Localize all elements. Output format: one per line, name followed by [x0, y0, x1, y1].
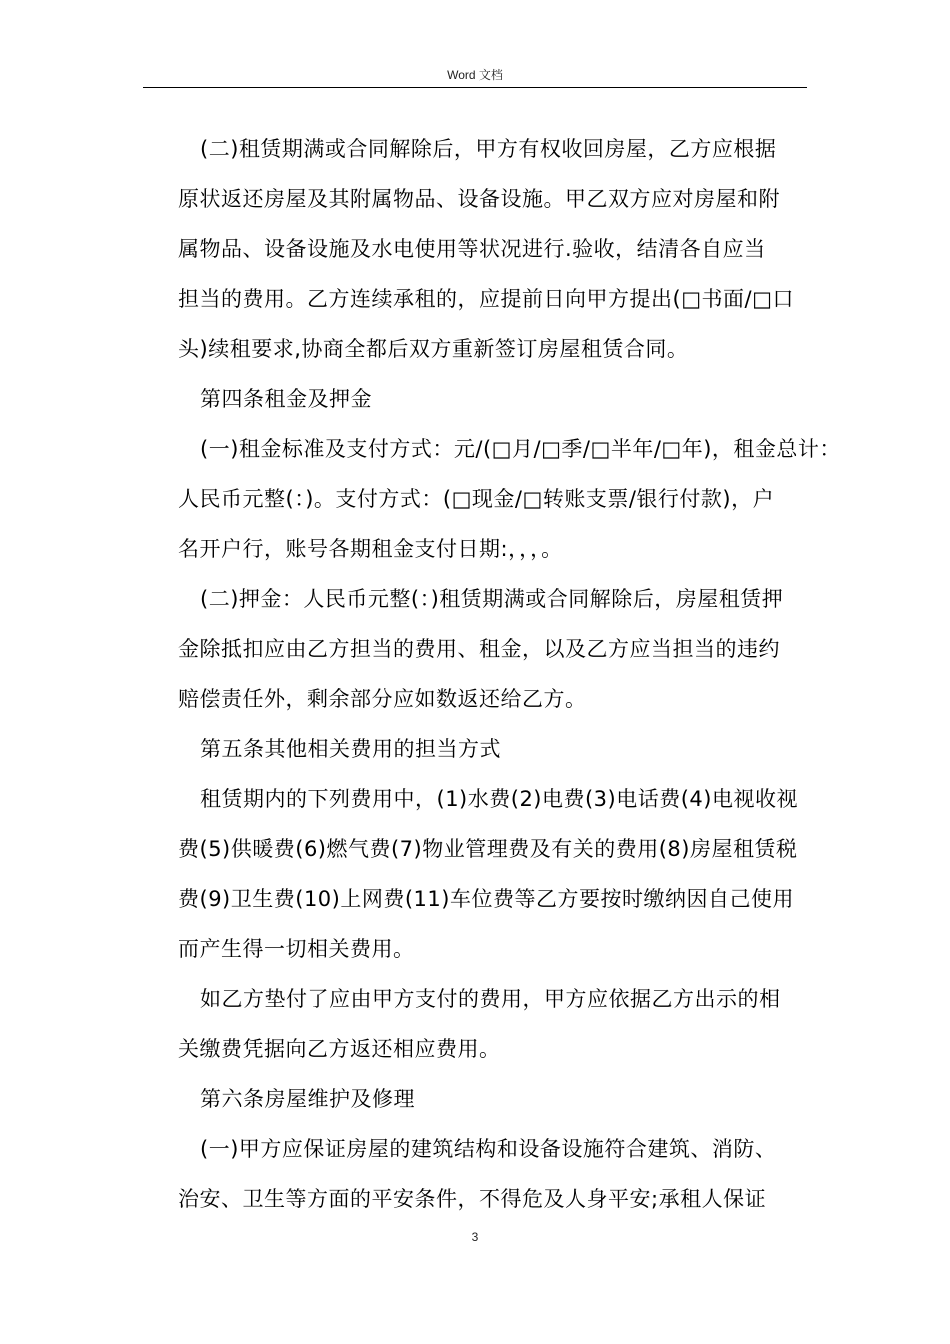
- body-line: 头)续租要求,协商全都后双方重新签订房屋租赁合同。: [178, 337, 689, 361]
- body-line: 人民币元整(：)。支付方式：(□现金/□转账支票/银行付款)，户: [178, 487, 775, 511]
- body-line: (一)甲方应保证房屋的建筑结构和设备设施符合建筑、消防、: [200, 1137, 777, 1161]
- body-line: 属物品、设备设施及水电使用等状况进行.验收，结清各自应当: [178, 237, 766, 261]
- body-line: 关缴费凭据向乙方返还相应费用。: [178, 1037, 501, 1061]
- body-line: 赔偿责任外，剩余部分应如数返还给乙方。: [178, 687, 587, 711]
- body-line: 而产生得一切相关费用。: [178, 937, 415, 961]
- document-header-title: Word 文档: [447, 68, 503, 82]
- document-body: [178, 124, 841, 1224]
- body-line: 治安、卫生等方面的平安条件，不得危及人身平安;承租人保证: [178, 1187, 767, 1211]
- header-divider: [143, 87, 807, 88]
- body-line: 金除抵扣应由乙方担当的费用、租金，以及乙方应当担当的违约: [178, 637, 780, 661]
- body-line: 费(9)卫生费(10)上网费(11)车位费等乙方要按时缴纳因自己使用: [178, 887, 794, 911]
- section-heading: 第六条房屋维护及修理: [200, 1087, 415, 1111]
- body-line: 担当的费用。乙方连续承租的，应提前日向甲方提出(□书面/□口: [178, 287, 794, 311]
- section-heading: 第五条其他相关费用的担当方式: [200, 737, 501, 761]
- body-line: 原状返还房屋及其附属物品、设备设施。甲乙双方应对房屋和附: [178, 187, 780, 211]
- body-line: (一)租金标准及支付方式：元/(□月/□季/□半年/□年)，租金总计：: [200, 437, 841, 461]
- section-heading: 第四条租金及押金: [200, 387, 372, 411]
- body-line: (二)押金：人民币元整(：)租赁期满或合同解除后，房屋租赁押: [200, 587, 784, 611]
- body-line: 如乙方垫付了应由甲方支付的费用，甲方应依据乙方出示的相: [200, 987, 781, 1011]
- body-line: 名开户行，账号各期租金支付日期:，，，。: [178, 537, 563, 561]
- body-line: 费(5)供暖费(6)燃气费(7)物业管理费及有关的费用(8)房屋租赁税: [178, 837, 798, 861]
- body-line: (二)租赁期满或合同解除后，甲方有权收回房屋，乙方应根据: [200, 137, 777, 161]
- page-number: 3: [471, 1230, 479, 1244]
- body-line: 租赁期内的下列费用中，(1)水费(2)电费(3)电话费(4)电视收视: [200, 787, 798, 811]
